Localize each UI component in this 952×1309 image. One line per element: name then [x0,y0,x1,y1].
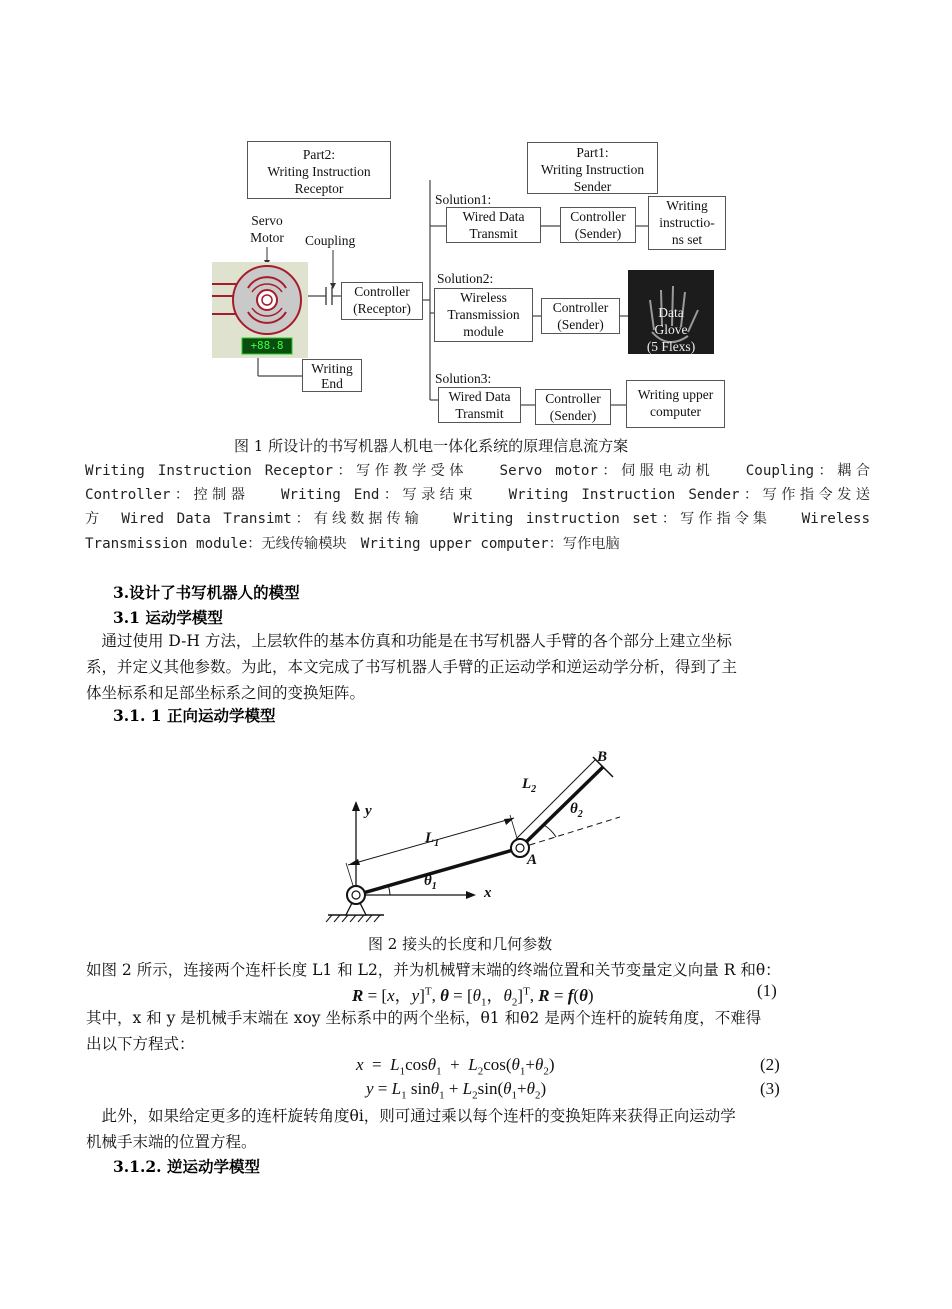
part1-label-line1: Part1: [576,145,609,160]
section-3-1-heading: 3.1 运动学模型 [113,608,223,627]
s2-controller-box [541,298,620,334]
glossary-line-4: Transmission module：无线传输模块 Writing upper computer：写作电脑 [85,536,620,552]
s1-set-line1: Writing [666,198,708,213]
fig2-L1-sub: 1 [434,838,440,849]
s1-controller-line2: (Sender) [574,226,622,241]
s3-controller-line1: Controller [545,391,601,406]
s2-controller-line1: Controller [552,300,609,315]
equation-2-number: (2) [760,1055,780,1074]
servo-label-line2: Motor [250,230,284,245]
para-line: 出以下方程式： [86,1035,195,1053]
fig2-x-axis-label: x [484,885,492,901]
s3-wired-line2: Transmit [455,406,504,421]
motor-display-readout: +88.8 [250,339,284,352]
controller-receptor-line2: (Receptor) [353,301,411,316]
section-3-1-2-heading: 3.1.2. 逆运动学模型 [113,1157,260,1176]
glove-line1: Data [658,305,684,320]
glossary-line-2: Controller：控制器 Writing End：写录结束 Writing Instruction Sender：写作指令发送 [85,487,870,503]
writing-end-line1: Writing [311,361,353,376]
part2-label-line2: Writing Instruction [267,164,371,179]
glove-line3: (5 Flexs) [646,339,696,354]
s1-wired-line2: Transmit [469,226,518,241]
fig2-end-B-label: B [597,749,608,765]
s1-controller-line1: Controller [570,209,626,224]
s3-computer-line1: Writing upper [637,387,714,402]
figure-2-arm-diagram [320,745,620,925]
servo-label-line1: Servo [251,213,283,228]
section-3-1-1-heading: 3.1. 1 正向运动学模型 [113,706,276,725]
fig2-L1-label: L [425,830,435,846]
para-line: 此外，如果给定更多的连杆旋转角度θi，则可通过乘以每个连杆的变换矩阵来获得正向运动学 [86,1107,736,1125]
part1-label-line3: Sender [573,179,612,194]
equation-3-number: (3) [760,1079,780,1098]
s3-controller-line2: (Sender) [549,408,597,423]
servo-motor-label [246,212,288,246]
part2-label-line1: Part2: [302,147,336,162]
equation-1: R = [x，y]$^T$, $\theta = [\theta_1$，$\theta_2]^T$, R = f(θ) [352,985,594,1009]
part2-box [247,141,391,199]
writing-end-line2: End [321,376,343,391]
data-glove-image [628,270,714,354]
s1-instruction-set-box [648,196,726,250]
coupling-label: Coupling [305,233,356,248]
equation-1-number: (1) [757,981,777,1000]
s1-wired-line1: Wired Data [462,209,525,224]
part2-label-line3: Receptor [294,181,344,196]
s1-controller-box [560,207,636,243]
equation-2: $x = L_1\cos\theta_1 + L_2\cos(\theta_1+\theta_2)$ [356,1055,555,1078]
para-line: 如图 2 所示，连接两个连杆长度 L1 和 L2，并为机械臂末端的终端位置和关节变量定义向量 R 和θ： [86,961,781,979]
writing-end-box [302,359,362,392]
figure-2-caption: 图 2 接头的长度和几何参数 [368,935,553,953]
para-line: 体坐标系和足部坐标系之间的变换矩阵。 [86,684,366,702]
solution3-label: Solution3: [435,371,492,386]
part1-label-line2: Writing Instruction [540,162,645,177]
s3-wired-line1: Wired Data [448,389,511,404]
glove-line2: Glove [654,322,688,337]
fig2-L2-label: L [522,776,532,792]
fig2-theta2-sub: 2 [577,809,583,820]
glossary-line-1: Writing Instruction Receptor：写作教学受体 Servo motor：伺服电动机 Coupling：耦合 [85,463,870,479]
s2-wireless-box [434,288,533,342]
s2-wireless-line1: Wireless [460,290,507,305]
s1-set-line3: ns set [671,232,703,247]
s2-wireless-line2: Transmission [447,307,520,322]
glossary-line-3: 方 Wired Data Transimt：有线数据传输 Writing instruction set：写作指令集 Wireless [85,511,870,527]
solution1-label: Solution1: [435,192,492,207]
s3-controller-box [535,389,611,425]
s3-computer-line2: computer [650,404,701,419]
fig2-theta1-label: θ [424,873,432,889]
fig2-theta2-label: θ [570,801,578,817]
s2-wireless-line3: module [463,324,504,339]
controller-receptor-line1: Controller [354,284,410,299]
fig2-joint-A-label: A [527,852,538,868]
controller-receptor-box [341,282,423,320]
s1-set-line2: instructio- [659,215,715,230]
fig2-theta1-sub: 1 [431,881,437,892]
s1-wired-data-box [446,207,541,243]
fig2-L2-sub: 2 [531,784,537,795]
figure-1-caption: 图 1 所设计的书写机器人机电一体化系统的原理信息流方案 [234,437,629,455]
fig2-y-axis-label: y [365,803,372,819]
para-line: 其中，x 和 y 是机械手末端在 xoy 坐标系中的两个坐标，θ1 和θ2 是两个连杆的旋转角度，不难得 [86,1009,762,1027]
section-3-heading: 3.设计了书写机器人的模型 [113,583,300,602]
para-line: 通过使用 D-H 方法，上层软件的基本仿真和功能是在书写机器人手臂的各个部分上建立坐标 [86,632,732,650]
equation-3: $y = L_1$ $\sin\theta_1 + L_2\sin(\theta_1+\theta_2)$ [366,1079,547,1102]
part1-box [527,142,658,194]
s3-upper-computer-box [626,380,725,428]
s2-controller-line2: (Sender) [557,317,604,332]
s3-wired-data-box [438,387,521,423]
para-line: 机械手末端的位置方程。 [86,1133,257,1151]
solution2-label: Solution2: [437,271,494,286]
para-line: 系，并定义其他参数。为此，本文完成了书写机器人手臂的正运动学和逆运动学分析，得到了主 [86,658,738,676]
